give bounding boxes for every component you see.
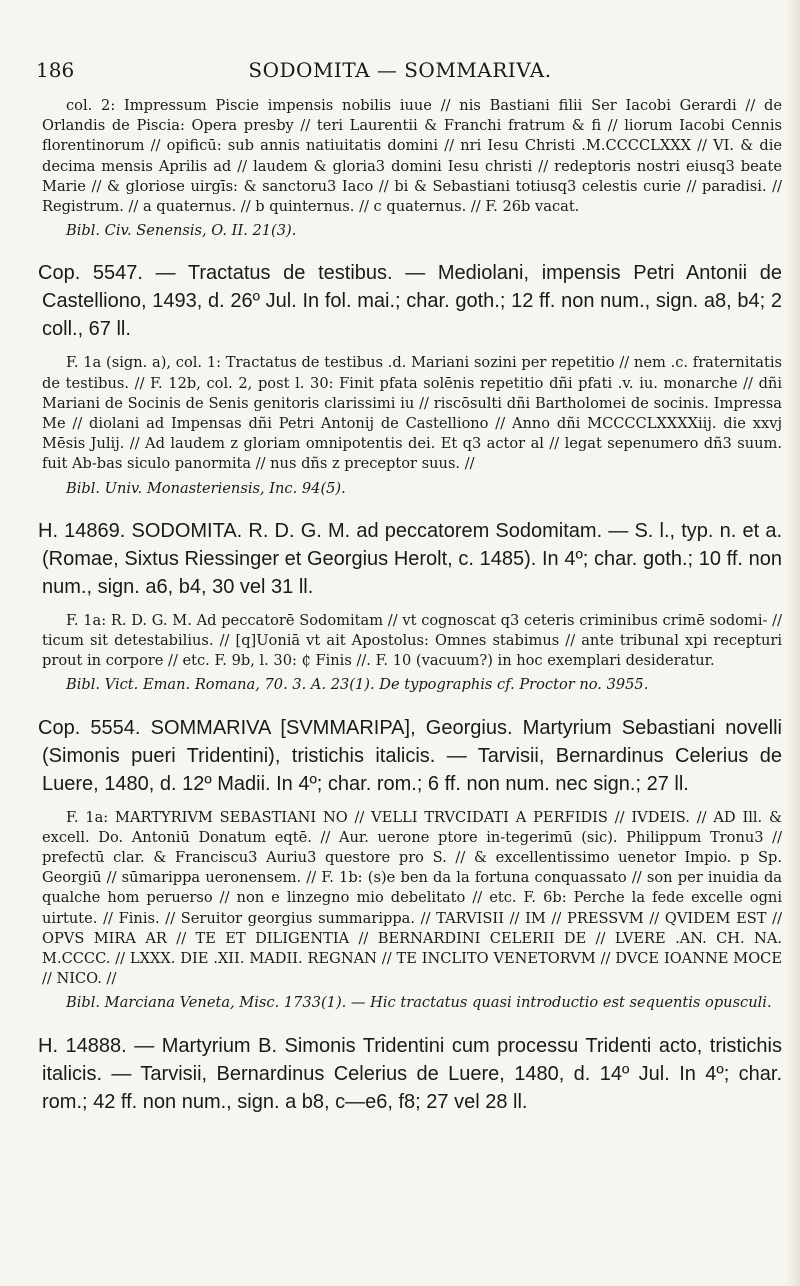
page-body	[38, 96, 782, 1116]
running-header	[0, 56, 800, 84]
library-reference: Bibl. Vict. Eman. Romana, 70. 3. A. 23(1). De typographis cf. Proctor no. 3955.	[66, 676, 649, 694]
catalogue-entry-heading: H. 14888. — Martyrium B. Simonis Tridentini cum processu Tridenti acto, tristichis italicis. — Tarvisii, Bernardinus Celerius de Luere, 1480, d. 14º Jul. In 4º; char. rom.; 42 ff. non num., sign. a b8, c—e6, f8; 27 vel 28 ll.	[38, 1034, 782, 1113]
running-title: SODOMITA — SOMMARIVA.	[248, 58, 552, 82]
entry-description: F. 1a: MARTYRIVM SEBASTIANI NO // VELLI TRVCIDATI A PERFIDIS // IVDEIS. // AD Ill. & excell. Do. Antoniū Donatum eqtē. // Aur. uerone ptore in-tegerimū (sic). Philippum Tronu3 // prefectū clar. & Franciscu3 Auriu3 questore pro S. // & excellentissimo uenetor Impio. p Sp. Georgiū // sūmarippa ueronensem. // F. 1b: (s)e ben da la fortuna conquassato // son per inuidia da qualche hom peruerso // non e linzegno mio debelitato // etc. F. 6b: Perche la fede excelle ogni uirtute. // Finis. // Seruitor georgius summarippa. // TARVISII // IM // PRESSVM // QVIDEM EST // OPVS MIRA AR // TE ET DILIGENTIA // BERNARDINI CELERII DE // LVERE .AN. CH. NA. M.CCCC. // LXXX. DIE .XII. MADII. REGNAN // TE INCLITO VENETORVM // DVCE IOANNE MOCE // NICO. //	[42, 808, 782, 988]
entry-description: col. 2: Impressum Piscie impensis nobilis iuue // nis Bastiani filii Ser Iacobi Gerardi // de Orlandis de Piscia: Opera presby // teri Laurentii & Franchi fratrum & fi // liorum Iacobi Cennis florentinorum // opificū: sub annis natiuitatis domini // nri Iesu Christi .M.CCCCLXXX // VI. & die decima mensis Aprilis ad // laudem & gloria3 domini Iesu christi // redeptoris nostri eiusq3 beate Marie // & gloriose uirgīs: & sanctoru3 Iaco // bi & Sebastiani totiusq3 celestis curie // paradisi. // Registrum. // a quaternus. // b quinternus. // c quaternus. // F. 26b vacat.	[42, 97, 782, 216]
catalogue-entry-heading: Cop. 5554. SOMMARIVA [SVMMARIPA], Georgius. Martyrium Sebastiani novelli (Simonis pueri Tridentini), tristichis italicis. — Tarvisii, Bernardinus Celerius de Luere, 1480, d. 12º Madii. In 4º; char. rom.; 6 ff. non num. nec sign.; 27 ll.	[38, 716, 782, 795]
entry-description: F. 1a: R. D. G. M. Ad peccatorē Sodomitam // vt cognoscat q3 ceteris criminibus crimē sodomi- // ticum sit detestabilius. // [q]Uoniā vt ait Apostolus: Omnes stabimus // ante tribunal xpi recepturi prout in corpore // etc. F. 9b, l. 30: ₵ Finis //. F. 10 (vacuum?) in hoc exemplari desideratur.	[42, 611, 782, 670]
entry-description: F. 1a (sign. a), col. 1: Tractatus de testibus .d. Mariani sozini per repetitio // nem .c. fraternitatis de testibus. // F. 12b, col. 2, post l. 30: Finit pfata solēnis repetitio dñi pfati .v. iu. monarche // dñi Mariani de Socinis de Senis genitoris clarissimi iu // riscōsulti dñi Bartholomei de socinis. Impressa Me // diolani ad Impensas dñi Petri Antonij de Castelliono // Anno dñi MCCCCLXXXXiij. die xxvj Mēsis Julij. // Ad laudem z gloriam omnipotentis dei. Et q3 actor al // legat sepenumero dñ3 suum. fuit Ab-bas siculo panormita // nus dñs z preceptor suus. //	[42, 354, 782, 473]
catalogue-entry-heading: Cop. 5547. — Tractatus de testibus. — Mediolani, impensis Petri Antonii de Castelliono, 1493, d. 26º Jul. In fol. mai.; char. goth.; 12 ff. non num., sign. a8, b4; 2 coll., 67 ll.	[38, 262, 782, 341]
page-number: 186	[36, 58, 75, 82]
library-reference: Bibl. Civ. Senensis, O. II. 21(3).	[66, 222, 297, 240]
catalogue-entry-heading: H. 14869. SODOMITA. R. D. G. M. ad peccatorem Sodomitam. — S. l., typ. n. et a. (Romae, Sixtus Riessinger et Georgius Herolt, c. 1485). In 4º; char. goth.; 10 ff. non num., sign. a6, b4, 30 vel 31 ll.	[38, 519, 782, 598]
page-edge	[786, 0, 800, 1286]
library-reference: Bibl. Univ. Monasteriensis, Inc. 94(5).	[66, 479, 346, 497]
library-reference: Bibl. Marciana Veneta, Misc. 1733(1). — Hic tractatus quasi introductio est sequentis opusculi.	[66, 994, 772, 1012]
